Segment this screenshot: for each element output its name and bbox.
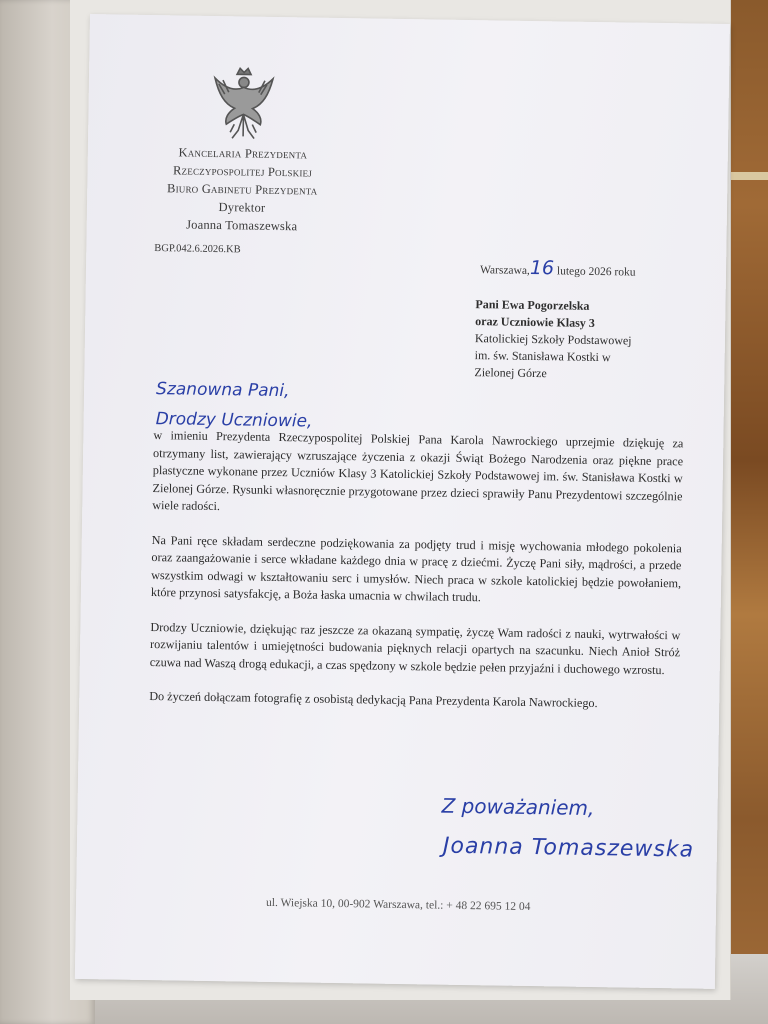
salutation-handwritten-1: Szanowna Pani, bbox=[155, 379, 290, 402]
letterhead-name: Joanna Tomaszewska bbox=[186, 217, 298, 234]
signature-handwritten: Joanna Tomaszewska bbox=[442, 833, 695, 863]
reference-number: BGP.042.6.2026.KB bbox=[154, 243, 241, 256]
letterhead-position: Dyrektor bbox=[218, 200, 266, 215]
recipient-city: Zielonej Górze bbox=[474, 365, 547, 381]
paragraph-2: Na Pani ręce składam serdeczne podziękowania za podjęty trud i misję wychowania młodego pokolenia oraz zaangażowanie i serce wkładane każdego dnia w pracę z dziećmi. Życzę Pani siły, mądrości, a przede wszystkim odwagi w kształtowaniu serc i umysłów. Niech praca w szkole katolickiej będzie powołaniem, które przynosi satysfakcję, a Boża łaska umacnia w chwilach trudu. bbox=[150, 532, 682, 605]
recipient-name: Pani Ewa Pogorzelska bbox=[475, 297, 590, 313]
letterhead bbox=[142, 143, 343, 236]
date-place: Warszawa, bbox=[479, 264, 530, 277]
letterhead-republic: Rzeczypospolitej Polskiej bbox=[172, 163, 313, 180]
letterhead-chancellery: Kancelaria Prezydenta bbox=[178, 145, 308, 162]
footer-address: ul. Wiejska 10, 00-902 Warszawa, tel.: + 48 22 695 12 04 bbox=[265, 896, 531, 914]
recipient-block bbox=[474, 296, 632, 383]
date-day-handwritten: 16 bbox=[529, 256, 555, 280]
closing-handwritten: Z poważaniem, bbox=[441, 793, 595, 821]
letter-body bbox=[149, 427, 684, 731]
letterhead-bureau: Biuro Gabinetu Prezydenta bbox=[166, 181, 318, 198]
polish-eagle-emblem-icon bbox=[210, 64, 277, 149]
paragraph-3: Drodzy Uczniowie, dziękując raz jeszcze za okazaną sympatię, życzę Wam radości z nauki, wytrwałości w rozwijaniu talentów i umiejętności budowania pięknych relacji opartych na szacunku. Niech Anioł Stróż czuwa nad Waszą drogą edukacji, a czas spędzony w szkole będzie pełen przyjaźni i duchowego wzrostu. bbox=[149, 619, 681, 677]
recipient-school-patron: im. św. Stanisława Kostki w bbox=[474, 348, 611, 365]
recipient-class: oraz Uczniowie Klasy 3 bbox=[475, 314, 595, 330]
paragraph-1: w imieniu Prezydenta Rzeczypospolitej Polskiej Pana Karola Nawrockiego uprzejmie dziękuję za otrzymany list, zawierający wzruszające życzenia z okazji Świąt Bożego Narodzenia oraz piękne prace plastyczne wykonane przez Uczniów Klasy 3 Katolickiej Szkoły Podstawowej im. św. Stanisława Kostki w Zielonej Górze. Rysunki własnoręcznie przygotowane przez dzieci sprawiły Panu Prezydentowi szczególnie wiele radości. bbox=[152, 428, 684, 514]
date-rest: lutego 2026 roku bbox=[556, 265, 636, 279]
recipient-school: Katolickiej Szkoły Podstawowej bbox=[474, 331, 632, 348]
letter-date bbox=[480, 256, 636, 280]
salutation-handwritten-2: Drodzy Uczniowie, bbox=[155, 409, 313, 432]
letter-sheet bbox=[75, 14, 730, 989]
paragraph-4: Do życzeń dołączam fotografię z osobistą dedykacją Pana Prezydenta Karola Nawrockiego. bbox=[149, 689, 598, 711]
